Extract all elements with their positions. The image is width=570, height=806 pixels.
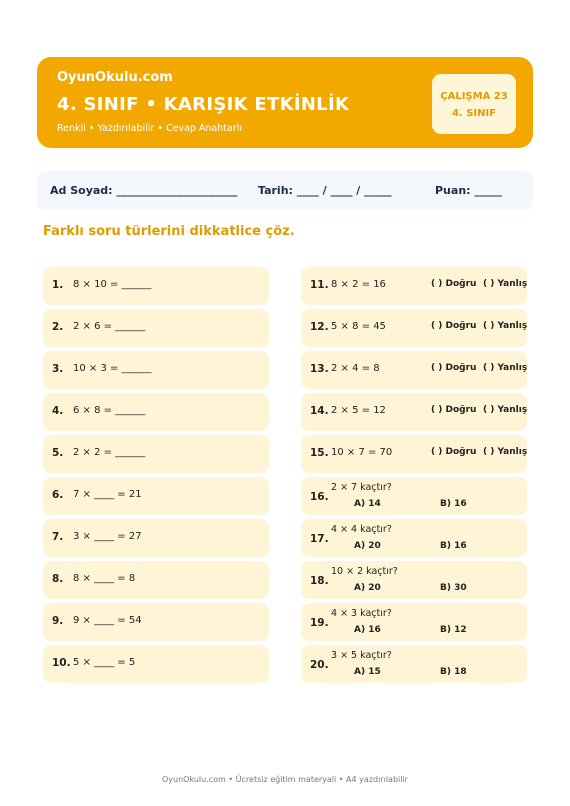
question-text: 4 × 4 kaçtır? bbox=[331, 524, 392, 535]
false-option[interactable]: ( ) Yanlış bbox=[483, 447, 528, 457]
question-number: 13. bbox=[310, 363, 329, 375]
statement-text: 2 × 4 = 8 bbox=[331, 363, 380, 374]
badge-grade: 4. SINIF bbox=[451, 108, 497, 119]
false-option[interactable]: ( ) Yanlış bbox=[483, 405, 528, 415]
question-text: 2 × 6 = ______ bbox=[73, 321, 146, 332]
true-false-card bbox=[301, 309, 527, 347]
choice-a[interactable]: A) 20 bbox=[354, 541, 381, 551]
true-false-card bbox=[301, 435, 527, 473]
true-false-card bbox=[301, 267, 527, 305]
question-card[interactable] bbox=[43, 309, 269, 347]
question-number: 3. bbox=[52, 363, 64, 375]
header-banner bbox=[37, 57, 533, 148]
choice-b[interactable]: B) 12 bbox=[440, 625, 467, 635]
question-text: 2 × 7 kaçtır? bbox=[331, 482, 392, 493]
true-option[interactable]: ( ) Doğru bbox=[431, 447, 477, 457]
multiple-choice-card bbox=[301, 477, 527, 515]
date-field[interactable]: Tarih: ____ / ____ / _____ bbox=[258, 184, 392, 197]
question-number: 16. bbox=[310, 491, 329, 503]
badge-worksheet-number: ÇALIŞMA 23 bbox=[440, 91, 508, 102]
multiple-choice-card bbox=[301, 519, 527, 557]
question-number: 17. bbox=[310, 533, 329, 545]
question-number: 18. bbox=[310, 575, 329, 587]
question-text: 5 × ____ = 5 bbox=[73, 657, 136, 668]
question-text: 3 × ____ = 27 bbox=[73, 531, 142, 542]
question-number: 15. bbox=[310, 447, 329, 459]
question-number: 19. bbox=[310, 617, 329, 629]
instruction-text: Farklı soru türlerini dikkatlice çöz. bbox=[43, 224, 295, 239]
choice-b[interactable]: B) 16 bbox=[440, 541, 467, 551]
true-false-card bbox=[301, 351, 527, 389]
question-number: 5. bbox=[52, 447, 64, 459]
question-text: 4 × 3 kaçtır? bbox=[331, 608, 392, 619]
question-card[interactable] bbox=[43, 435, 269, 473]
choice-a[interactable]: A) 15 bbox=[354, 667, 381, 677]
question-text: 7 × ____ = 21 bbox=[73, 489, 142, 500]
question-number: 20. bbox=[310, 659, 329, 671]
student-info-bar bbox=[37, 171, 533, 210]
question-card[interactable] bbox=[43, 603, 269, 641]
question-text: 10 × 2 kaçtır? bbox=[331, 566, 398, 577]
question-text: 9 × ____ = 54 bbox=[73, 615, 142, 626]
question-card[interactable] bbox=[43, 267, 269, 305]
page-title: 4. SINIF • KARIŞIK ETKİNLİK bbox=[57, 94, 350, 115]
question-number: 9. bbox=[52, 615, 64, 627]
false-option[interactable]: ( ) Yanlış bbox=[483, 363, 528, 373]
true-option[interactable]: ( ) Doğru bbox=[431, 405, 477, 415]
choice-b[interactable]: B) 18 bbox=[440, 667, 467, 677]
page-subtitle: Renkli • Yazdırılabilir • Cevap Anahtarlı bbox=[57, 123, 243, 134]
question-card[interactable] bbox=[43, 351, 269, 389]
choice-b[interactable]: B) 30 bbox=[440, 583, 467, 593]
question-card[interactable] bbox=[43, 477, 269, 515]
question-number: 6. bbox=[52, 489, 64, 501]
question-number: 1. bbox=[52, 279, 64, 291]
true-option[interactable]: ( ) Doğru bbox=[431, 321, 477, 331]
true-option[interactable]: ( ) Doğru bbox=[431, 363, 477, 373]
question-number: 14. bbox=[310, 405, 329, 417]
question-number: 4. bbox=[52, 405, 64, 417]
question-number: 11. bbox=[310, 279, 329, 291]
brand-name: OyunOkulu.com bbox=[57, 70, 173, 85]
multiple-choice-card bbox=[301, 645, 527, 683]
true-false-card bbox=[301, 393, 527, 431]
false-option[interactable]: ( ) Yanlış bbox=[483, 279, 528, 289]
statement-text: 8 × 2 = 16 bbox=[331, 279, 386, 290]
statement-text: 2 × 5 = 12 bbox=[331, 405, 386, 416]
question-number: 12. bbox=[310, 321, 329, 333]
choice-b[interactable]: B) 16 bbox=[440, 499, 467, 509]
question-text: 8 × ____ = 8 bbox=[73, 573, 136, 584]
question-text: 10 × 3 = ______ bbox=[73, 363, 152, 374]
score-field[interactable]: Puan: _____ bbox=[435, 184, 502, 197]
page-footer: OyunOkulu.com • Ücretsiz eğitim materyali • A4 yazdırılabilir bbox=[162, 775, 408, 784]
name-field[interactable]: Ad Soyad: ______________________ bbox=[50, 184, 238, 197]
question-text: 2 × 2 = ______ bbox=[73, 447, 146, 458]
question-card[interactable] bbox=[43, 561, 269, 599]
statement-text: 10 × 7 = 70 bbox=[331, 447, 393, 458]
choice-a[interactable]: A) 14 bbox=[354, 499, 381, 509]
choice-a[interactable]: A) 16 bbox=[354, 625, 381, 635]
question-card[interactable] bbox=[43, 645, 269, 683]
question-number: 10. bbox=[52, 657, 71, 669]
question-text: 3 × 5 kaçtır? bbox=[331, 650, 392, 661]
choice-a[interactable]: A) 20 bbox=[354, 583, 381, 593]
question-number: 2. bbox=[52, 321, 64, 333]
question-text: 8 × 10 = ______ bbox=[73, 279, 152, 290]
multiple-choice-card bbox=[301, 561, 527, 599]
question-card[interactable] bbox=[43, 393, 269, 431]
worksheet-badge bbox=[432, 74, 516, 134]
question-card[interactable] bbox=[43, 519, 269, 557]
question-number: 8. bbox=[52, 573, 64, 585]
true-option[interactable]: ( ) Doğru bbox=[431, 279, 477, 289]
statement-text: 5 × 8 = 45 bbox=[331, 321, 386, 332]
false-option[interactable]: ( ) Yanlış bbox=[483, 321, 528, 331]
question-text: 6 × 8 = ______ bbox=[73, 405, 146, 416]
question-number: 7. bbox=[52, 531, 64, 543]
multiple-choice-card bbox=[301, 603, 527, 641]
